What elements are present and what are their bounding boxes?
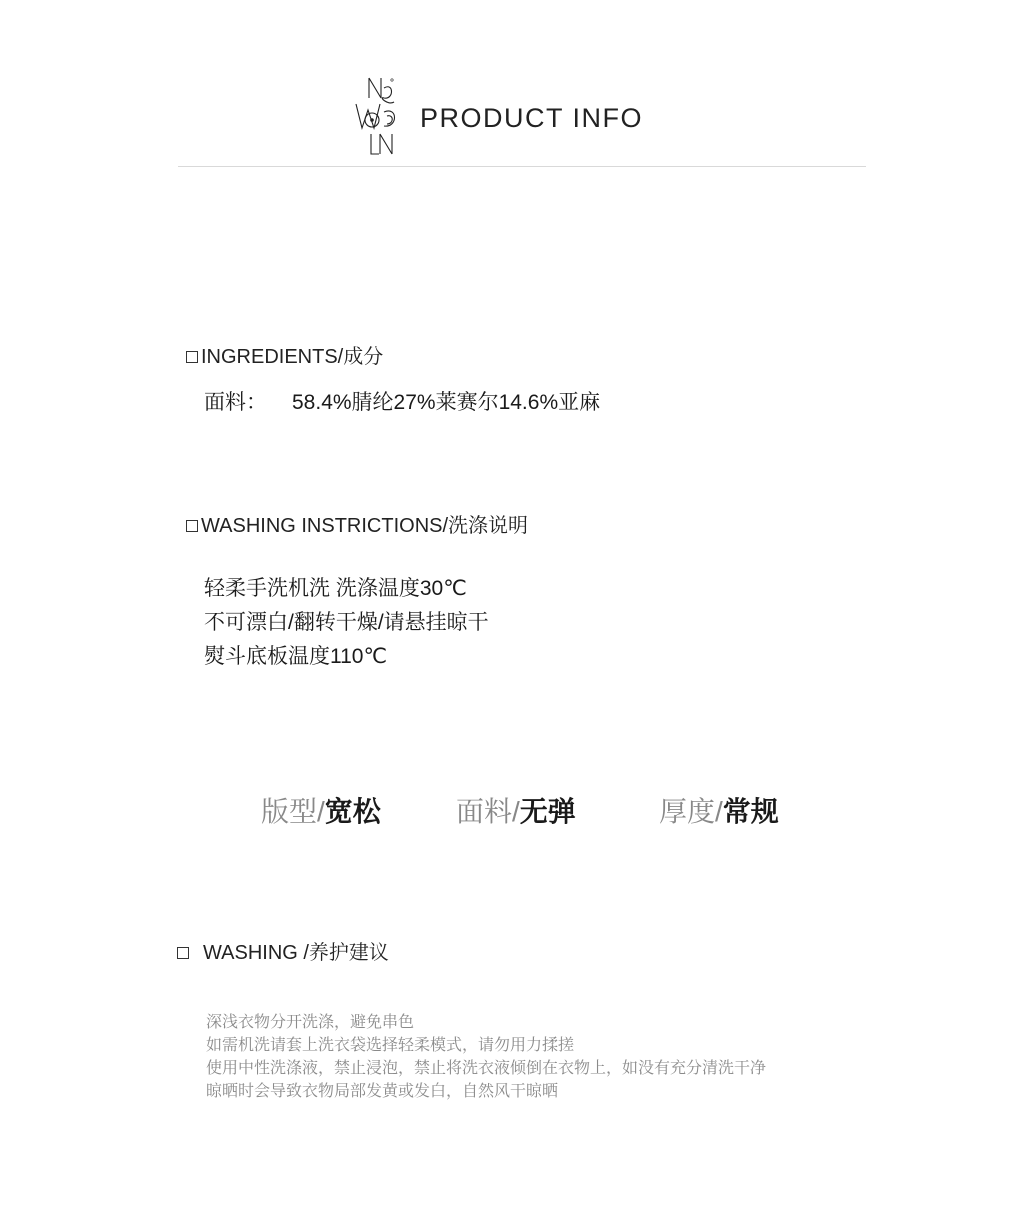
washing-instructions-heading: [186, 514, 528, 538]
ingredients-heading: [186, 345, 383, 369]
header-divider: [178, 166, 866, 167]
checkbox-icon: [177, 947, 189, 959]
care-line: 使用中性洗涤液，禁止浸泡，禁止将洗衣液倾倒在衣物上，如没有充分清洗干净: [206, 1060, 767, 1077]
washing-instruction-line: 不可漂白/翻转干燥/请悬挂晾干: [204, 611, 489, 634]
care-heading-text: WASHING /养护建议: [203, 942, 389, 964]
fabric-value: 58.4%腈纶27%莱赛尔14.6%亚麻: [292, 391, 601, 414]
spec-thickness: 厚度/常规: [659, 796, 779, 827]
spec-label: 厚度: [659, 796, 716, 827]
fabric-composition: [204, 390, 600, 416]
spec-label: 面料: [456, 796, 513, 827]
brand-logo-icon: [354, 76, 418, 156]
spec-value: 无弹: [519, 796, 576, 827]
care-heading: [177, 941, 389, 965]
care-line: 晾晒时会导致衣物局部发黄或发白，自然风干晾晒: [206, 1083, 559, 1100]
checkbox-icon: [186, 351, 198, 363]
header-title: PRODUCT INFO: [420, 103, 644, 133]
spec-label: 版型: [261, 796, 318, 827]
washing-instruction-line: 轻柔手洗机洗 洗涤温度30℃: [204, 577, 467, 600]
spec-fit: 版型/宽松: [261, 796, 381, 827]
washing-instructions-heading-text: WASHING INSTRICTIONS/洗涤说明: [201, 515, 529, 537]
washing-instruction-line: 熨斗底板温度110℃: [204, 645, 388, 668]
spec-stretch: 面料/无弹: [456, 796, 576, 827]
ingredients-heading-text: INGREDIENTS/成分: [201, 346, 384, 368]
spec-value: 宽松: [324, 796, 381, 827]
spec-value: 常规: [722, 796, 779, 827]
care-line: 深浅衣物分开洗涤，避免串色: [206, 1014, 415, 1031]
checkbox-icon: [186, 520, 198, 532]
fabric-label: 面料：: [204, 391, 267, 414]
care-line: 如需机洗请套上洗衣袋选择轻柔模式，请勿用力揉搓: [206, 1037, 575, 1054]
